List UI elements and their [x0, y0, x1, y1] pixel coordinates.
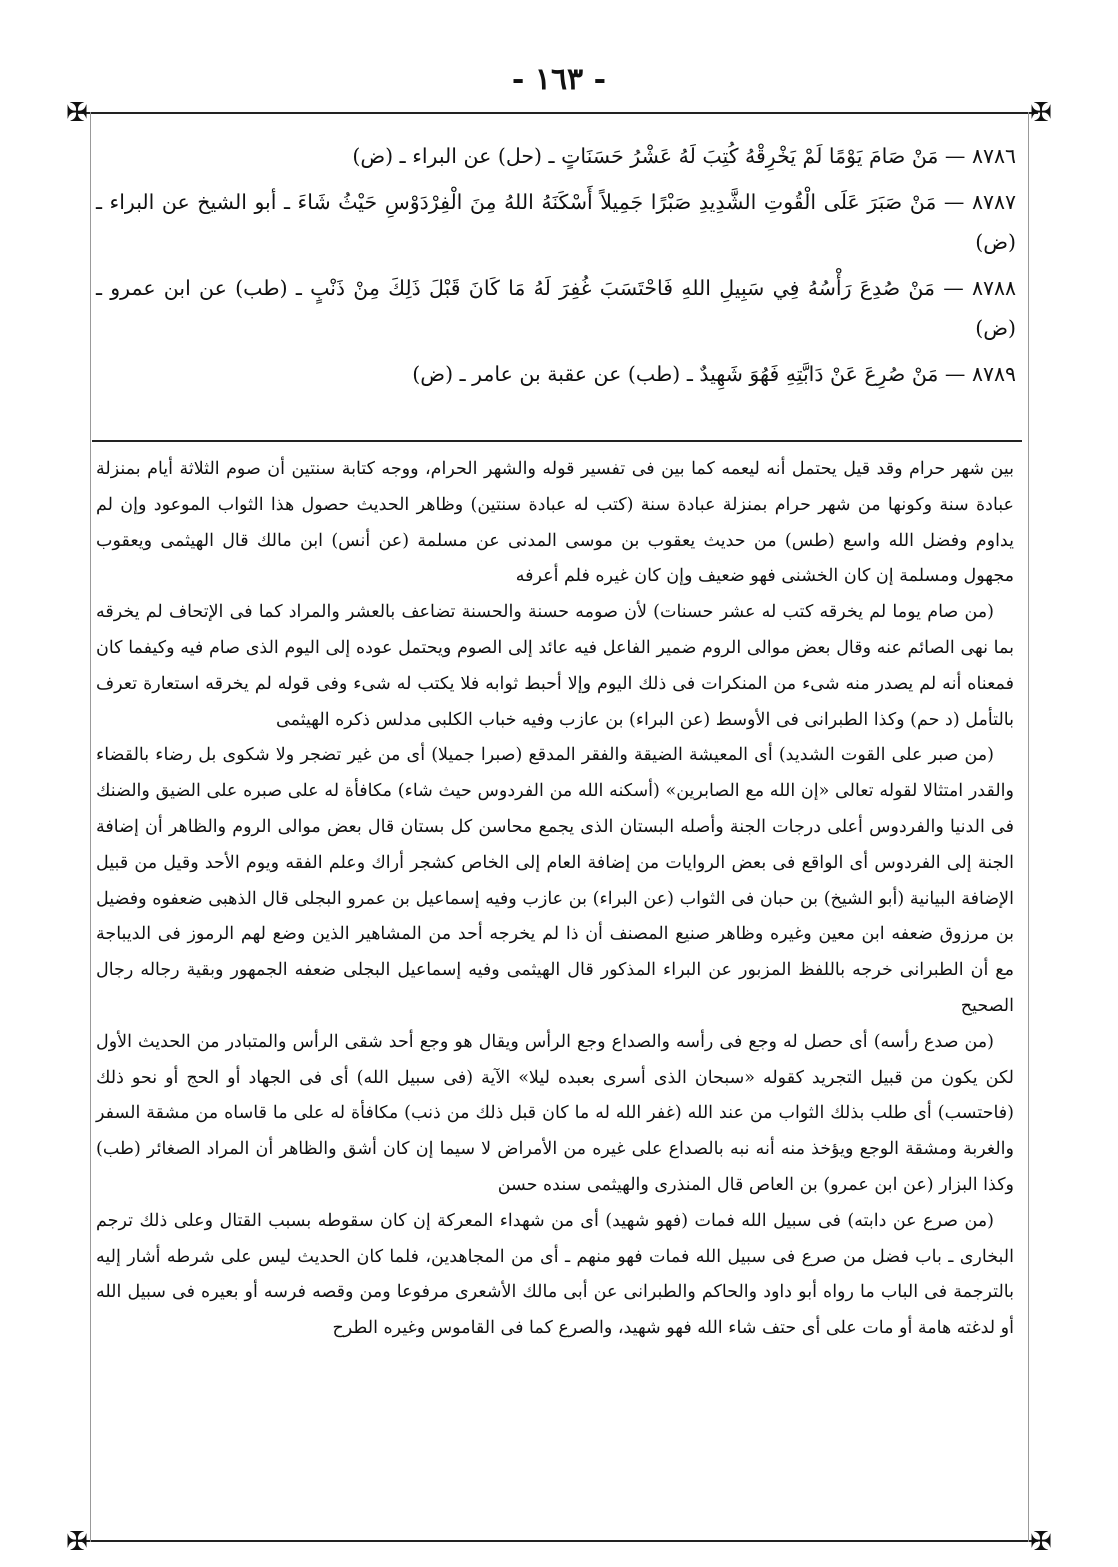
corner-ornament-icon: ✠	[66, 98, 88, 128]
hadith-8786: ٨٧٨٦ — مَنْ صَامَ يَوْمًا لَمْ يَخْرِقْهُ كُتِبَ لَهُ عَشْرُ حَسَنَاتٍ ـ (حل) عن البراء ـ (ض)	[352, 144, 1016, 168]
hadith-list	[96, 136, 1016, 400]
commentary-section	[96, 452, 1014, 1347]
right-border-rule	[1028, 112, 1029, 1542]
corner-ornament-icon: ✠	[66, 1527, 88, 1557]
hadith-8788: ٨٧٨٨ — مَنْ صُدِعَ رَأْسُهُ فِي سَبِيلِ اللهِ فَاحْتَسَبَ غُفِرَ لَهُ مَا كَانَ قَبْلَ ذَلِكَ مِنْ ذَنْبٍ ـ (طب) عن ابن عمرو ـ (ض)	[96, 276, 1016, 340]
top-border-rule	[78, 112, 1038, 114]
hadith-8789: ٨٧٨٩ — مَنْ صُرِعَ عَنْ دَابَّتِهِ فَهُوَ شَهِيدٌ ـ (طب) عن عقبة بن عامر ـ (ض)	[412, 362, 1016, 386]
page-number: - ١٦٣ -	[511, 62, 607, 97]
hadith-8787: ٨٧٨٧ — مَنْ صَبَرَ عَلَى الْقُوتِ الشَّدِيدِ صَبْرًا جَمِيلاً أَسْكَنَهُ اللهُ مِنَ الْفِرْدَوْسِ حَيْثُ شَاءَ ـ أبو الشيخ عن البراء ـ (ض)	[96, 190, 1016, 254]
commentary-paragraph: (من صدع رأسه) أى حصل له وجع فى رأسه والصداع وجع الرأس ويقال هو وجع أحد شقى الرأس والمتبادر من الحديث الأول لكن يكون من قبيل التجريد كقوله «سبحان الذى أسرى بعبده ليلا» الآية (فى سبيل الله) أى فى الجهاد أو الحج أو نحو ذلك (فاحتسب) أى طلب بذلك الثواب من عند الله (غفر الله له ما كان قبل ذلك من ذنب) مكافأة له على ما قاساه من مشقة السفر والغربة ومشقة الوجع ويؤخذ منه أنه نبه بالصداع على غيره من الأمراض لا سيما إن كان أشق والظاهر أن المراد الصغائر (طب) وكذا البزار (عن ابن عمرو) بن العاص قال المنذرى والهيثمى سنده حسن	[96, 1031, 1014, 1195]
commentary-paragraph: (من صام يوما لم يخرقه كتب له عشر حسنات) لأن صومه حسنة والحسنة تضاعف بالعشر والمراد كما فى الإتحاف لم يخرقه بما نهى الصائم عنه وقال بعض موالى الروم ضمير الفاعل فيه عائد إلى الصوم ويحتمل عوده إلى اليوم الذى صام فيه وكيفما كان فمعناه أنه لم يصدر منه شىء من المنكرات فى ذلك اليوم وإلا أحبط ثوابه فلا يكتب له شىء وفى قوله لم يخرقه استعارة تعرف بالتأمل (د حم) وكذا الطبرانى فى الأوسط (عن البراء) بن عازب وفيه خباب الكلبى مدلس ذكره الهيثمى	[96, 602, 1014, 730]
corner-ornament-icon: ✠	[1030, 1527, 1052, 1557]
commentary-paragraph: (من صرع عن دابته) فى سبيل الله فمات (فهو شهيد) أى من شهداء المعركة إن كان سقوطه بسبب القتال وعلى ذلك ترجم البخارى ـ باب فضل من صرع فى سبيل الله فمات فهو منهم ـ أى من المجاهدين، فلما كان الحديث ليس على شرطه أشار إليه بالترجمة فى الباب ما رواه أبو داود والحاكم والطبرانى عن أبى مالك الأشعرى مرفوعا ومن وقصه فرسه أو بعيره فى سبيل الله أو لدغته هامة أو مات على أى حتف شاء الله فهو شهيد، والصرع كما فى القاموس وغيره الطرح	[96, 1210, 1014, 1339]
commentary-paragraph: (من صبر على القوت الشديد) أى المعيشة الضيقة والفقر المدقع (صبرا جميلا) أى من غير تضجر ولا شكوى بل رضاء بالقضاء والقدر امتثالا لقوله تعالى «إن الله مع الصابرين» (أسكنه الله من الفردوس حيث شاء) مكافأة له على صبره على الضيق والضنك فى الدنيا والفردوس أعلى درجات الجنة وأصله البستان الذى يجمع محاسن كل بستان قال بعض موالى الروم والظاهر أن إضافة الجنة إلى الفردوس أى الواقع فى بعض الروايات من إضافة العام إلى الخاص كشجر أراك وعلم الفقه ويوم الأحد وقيل من قبيل الإضافة البيانية (أبو الشيخ) بن حبان فى الثواب (عن البراء) بن عازب وفيه إسماعيل بن عمرو البجلى قال الذهبى ضعفوه وفضيل بن مرزوق ضعفه ابن معين وغيره وظاهر صنيع المصنف أن ذا لم يخرجه أحد من المشاهير الذين وضع لهم الرموز فى الديباجة مع أن الطبرانى خرجه باللفظ المزبور عن البراء المذكور قال الهيثمى وفيه إسماعيل البجلى ضعفه الجمهور وبقية رجاله رجال الصحيح	[96, 745, 1014, 1016]
bottom-border-rule	[78, 1540, 1038, 1542]
left-border-rule	[90, 112, 91, 1542]
section-divider	[92, 440, 1022, 442]
commentary-paragraph: بين شهر حرام وقد قيل يحتمل أنه ليعمه كما بين فى تفسير قوله والشهر الحرام، ووجه كتابة سنتين أن صوم الثلاثة أيام بمنزلة عبادة سنة وكونها من شهر حرام بمنزلة عبادة سنة (كتب له عبادة سنتين) وظاهر الحديث حصول هذا الثواب الموعود وإن لم يداوم وفضل الله واسع (طس) من حديث يعقوب بن موسى المدنى عن مسلمة (عن أنس) ابن مالك قال الهيثمى ويعقوب مجهول ومسلمة إن كان الخشنى فهو ضعيف وإن كان غيره فلم أعرفه	[96, 459, 1014, 587]
corner-ornament-icon: ✠	[1030, 98, 1052, 128]
